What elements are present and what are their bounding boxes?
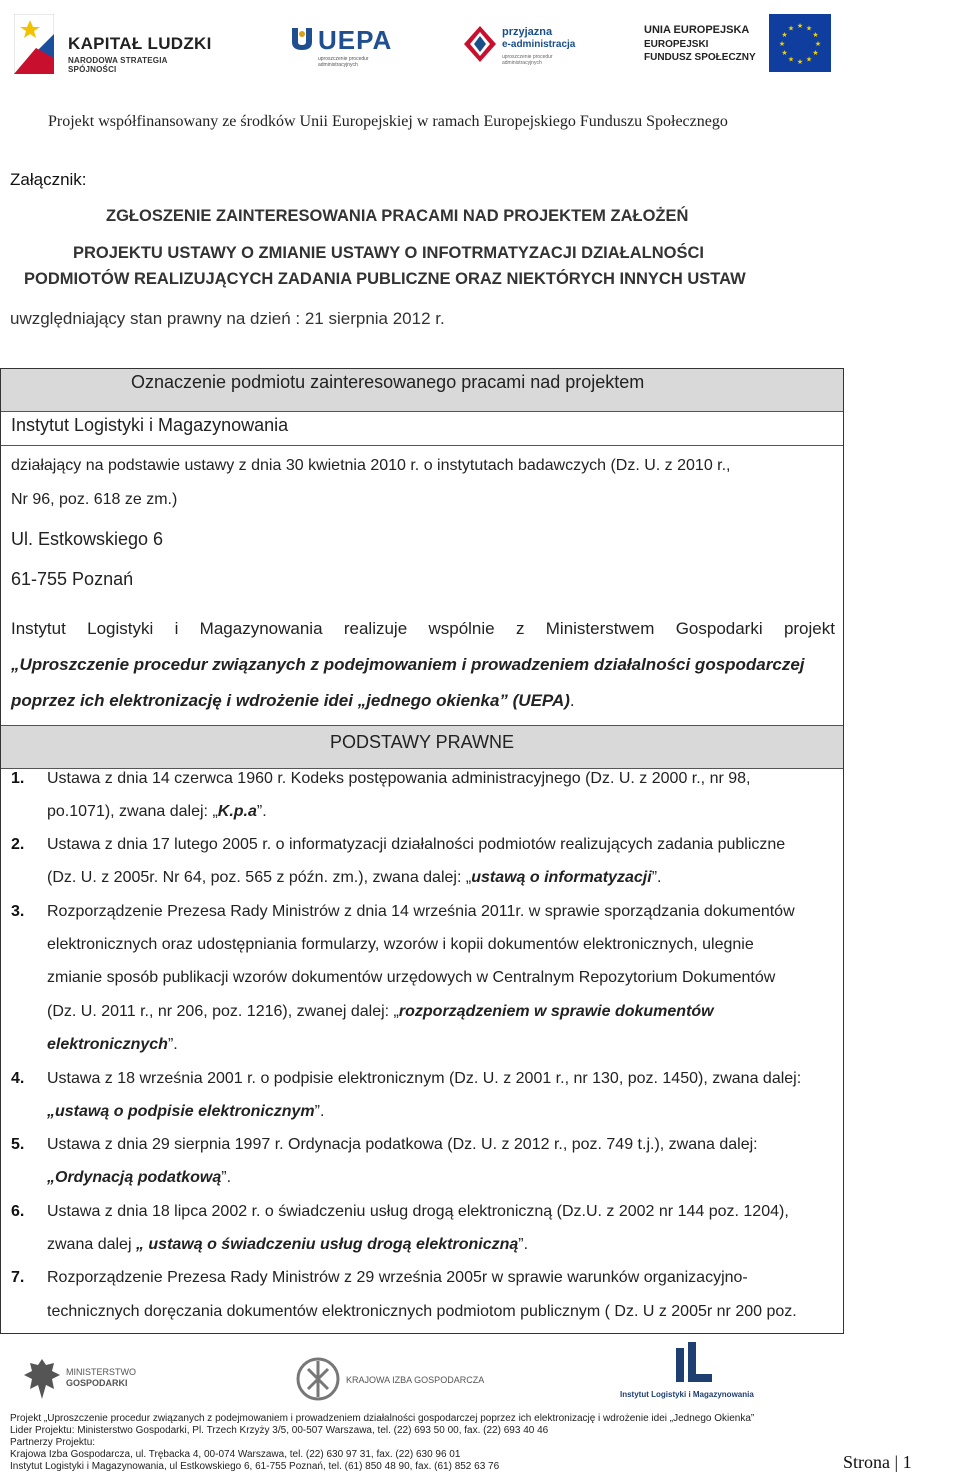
svg-text:★: ★: [781, 49, 788, 57]
item-2-line-2: [47, 869, 661, 887]
item-text: zwana dalej: [47, 1236, 136, 1253]
word: projekt: [783, 619, 835, 638]
institute-name: Instytut Logistyki i Magazynowania: [11, 415, 289, 435]
svg-text:★: ★: [812, 49, 819, 57]
item-text: ”.: [167, 1036, 178, 1053]
item-6-line-2: [47, 1236, 528, 1254]
word: Gospodarki: [675, 619, 763, 638]
project-title-end: .: [569, 691, 575, 710]
pe-line2: e-administracja: [502, 39, 576, 50]
item-defined-term: elektronicznych: [47, 1036, 168, 1053]
ministerstwo-line2: GOSPODARKI: [66, 1378, 128, 1388]
item-4-line-2: [47, 1103, 324, 1121]
divider: [1, 445, 843, 446]
submission-box: [0, 368, 844, 1334]
svg-text:★: ★: [778, 40, 786, 48]
pe-subtitle: uproszczenie procedur administracyjnych: [502, 54, 553, 66]
item-7-line-1: Rozporządzenie Prezesa Rady Ministrów z 29 września 2005r w sprawie warunków organizacyjno-: [47, 1269, 748, 1286]
item-3-line-5: [47, 1036, 178, 1054]
section-title-legal: PODSTAWY PRAWNE: [329, 732, 515, 752]
item-text: ”.: [256, 803, 267, 820]
footer-line-3: Partnerzy Projektu:: [10, 1437, 96, 1448]
item-number: 2.: [11, 836, 25, 853]
item-2-line-1: Ustawa z dnia 17 lutego 2005 r. o informatyzacji działalności podmiotów realizujących zadania publiczne: [47, 836, 786, 853]
word: Logistyki: [87, 619, 154, 638]
item-text: Ustawa z dnia 14 czerwca 1960 r. Kodeks postępowania administracyjnego (Dz. U. z 2000 r., nr 98,: [47, 770, 751, 787]
pe-line1: przyjazna: [502, 26, 553, 38]
item-number: 6.: [11, 1203, 25, 1220]
ilim-symbol-icon: [670, 1340, 720, 1386]
legal-basis-line-2: Nr 96, poz. 618 ze zm.): [11, 491, 178, 508]
unia-europejska-logo: [640, 14, 832, 74]
item-3-line-4: [47, 1003, 714, 1021]
footer-line-2: Lider Projektu: Ministerstwo Gospodarki, Pl. Trzech Krzyży 3/5, 00-507 Warszawa, tel. (22) 693 50 00, fax. (22) 693 40 46: [10, 1425, 549, 1436]
kig-logo: [296, 1355, 486, 1405]
page-number: Strona | 1: [843, 1452, 912, 1472]
eu-flag-icon: [769, 14, 831, 72]
item-text: (Dz. U. z 2005r. Nr 64, poz. 565 z późn. zm.), zwana dalej: „: [47, 869, 472, 886]
kapital-ludzki-title: KAPITAŁ LUDZKI: [68, 34, 212, 53]
svg-text:★: ★: [805, 55, 813, 64]
word: wspólnie: [428, 619, 495, 638]
ministerstwo-line1: MINISTERSTWO: [66, 1367, 136, 1377]
svg-text:★: ★: [812, 31, 819, 39]
footer-line-5: Instytut Logistyki i Magazynowania, ul Estkowskiego 6, 61-755 Poznań, tel. (61) 850 48 90, fax. (61) 852 63 76: [10, 1461, 500, 1472]
kapital-ludzki-flag-icon: [14, 14, 54, 74]
item-number: 4.: [11, 1070, 25, 1087]
word: Ministerstwem: [545, 619, 655, 638]
svg-text:★: ★: [805, 24, 813, 33]
legal-basis-line-1: działający na podstawie ustawy z dnia 30 kwietnia 2010 r. o instytutach badawczych (Dz. U. z 2010 r.,: [11, 457, 731, 474]
svg-text:★: ★: [787, 24, 795, 33]
heading-line-1: ZGŁOSZENIE ZAINTERESOWANIA PRACAMI NAD PROJEKTEM ZAŁOŻEŃ: [106, 207, 689, 225]
item-defined-term: K.p.a: [217, 803, 257, 820]
kapital-ludzki-subtitle: NARODOWA STRATEGIA SPÓJNOŚCI: [68, 56, 168, 74]
uepa-subtitle: uproszczenie procedur administracyjnych: [318, 56, 369, 68]
word: realizuje: [343, 619, 408, 638]
item-defined-term: rozporządzeniem w sprawie dokumentów: [398, 1003, 714, 1020]
item-text: ”.: [651, 869, 662, 886]
uepa-text: UEPA: [318, 25, 393, 55]
postal-address: 61-755 Poznań: [11, 569, 134, 589]
heading-line-2: PROJEKTU USTAWY O ZMIANIE USTAWY O INFOTRMATYZACJI DZIAŁALNOŚCI: [73, 244, 704, 262]
item-number: 1.: [11, 770, 25, 787]
item-number: 3.: [11, 903, 25, 920]
kig-symbol-icon: [296, 1355, 340, 1403]
item-5-line-2: [47, 1169, 231, 1187]
item-text: ”.: [518, 1236, 529, 1253]
svg-text:★: ★: [796, 22, 804, 30]
eagle-emblem-icon: [22, 1355, 62, 1403]
svg-text:★: ★: [796, 58, 804, 66]
ilim-text: Instytut Logistyki i Magazynowania: [620, 1390, 754, 1399]
item-text: (Dz. U. 2011 r., nr 206, poz. 1216), zwanej dalej: „: [47, 1003, 399, 1020]
item-3-line-1: Rozporządzenie Prezesa Rady Ministrów z dnia 14 września 2011r. w sprawie sporządzania dokumentów: [47, 903, 795, 920]
item-defined-term: „Ordynacją podatkową: [47, 1169, 222, 1186]
ministerstwo-gospodarki-logo: [22, 1355, 140, 1405]
footer-line-4: Krajowa Izba Gospodarcza, ul. Trębacka 4, 00-074 Warszawa, tel. (22) 630 97 31, fax. (22) 630 96 01: [10, 1449, 461, 1460]
project-title-text: poprzez ich elektronizację i wdrożenie idei „jednego okienka” (UEPA): [11, 691, 570, 710]
przyjazna-e-administracja-logo: [462, 22, 582, 70]
item-text: ”.: [221, 1169, 232, 1186]
item-defined-term: „ ustawą o świadczeniu usług drogą elektroniczną: [135, 1236, 519, 1253]
item-7-line-2: technicznych doręczania dokumentów elektronicznych podmiotom publicznym ( Dz. U z 2005r nr 200 poz.: [47, 1303, 797, 1320]
item-text: po.1071), zwana dalej: „: [47, 803, 218, 820]
project-title-line-2: [11, 691, 575, 711]
heading-line-3: PODMIOTÓW REALIZUJĄCYCH ZADANIA PUBLICZNE ORAZ NIEKTÓRYCH INNYCH USTAW: [24, 270, 746, 288]
section-header-legal: [1, 725, 843, 769]
legal-state-date: uwzględniający stan prawny na dzień : 21 sierpnia 2012 r.: [10, 309, 445, 328]
cofinancing-header: Projekt współfinansowany ze środków Unii Europejskiej w ramach Europejskiego Funduszu Społecznego: [48, 113, 728, 130]
word: Instytut: [11, 619, 66, 638]
item-number: 7.: [11, 1269, 25, 1286]
item-4-line-1: Ustawa z 18 września 2001 r. o podpisie elektronicznym (Dz. U. z 2001 r., nr 130, poz. 1450), zwana dalej:: [47, 1070, 802, 1087]
street-address: Ul. Estkowskiego 6: [11, 529, 164, 549]
item-defined-term: ustawą o informatyzacji: [471, 869, 652, 886]
item-text: ”.: [314, 1103, 325, 1120]
item-1-line-2: [47, 803, 267, 821]
item-3-line-3: zmianie sposób publikacji wzorów dokumentów urzędowych w Centralnym Repozytorium Dokumentów: [47, 969, 776, 986]
project-title-line-1: „Uproszczenie procedur związanych z podejmowaniem i prowadzeniem działalności gospodarczej: [11, 655, 805, 674]
svg-text:★: ★: [787, 55, 795, 64]
uepa-symbol-icon: [288, 24, 316, 54]
item-5-line-1: Ustawa z dnia 29 sierpnia 1997 r. Ordynacja podatkowa (Dz. U. z 2012 r., poz. 749 t.j.), zwana dalej:: [47, 1136, 758, 1153]
svg-text:★: ★: [781, 31, 788, 39]
section-header-entity: [1, 369, 843, 412]
word: Magazynowania: [199, 619, 323, 638]
ue-line1: UNIA EUROPEJSKA: [644, 24, 750, 36]
footer-line-1: Projekt „Uproszczenie procedur związanych z podejmowaniem i prowadzeniem działalności gospodarczej poprzez ich elektronizację i wdrożenie idei „Jednego Okienka”: [10, 1413, 755, 1424]
diamond-icon: [462, 24, 498, 64]
svg-text:★: ★: [814, 40, 822, 48]
attachment-label: Załącznik:: [10, 170, 87, 189]
word: i: [174, 619, 179, 638]
ue-line2: EUROPEJSKI: [644, 39, 709, 50]
project-intro-line: [11, 619, 835, 639]
word: z: [515, 619, 525, 638]
item-3-line-2: elektronicznych oraz udostępniania formularzy, wzorów i kopii dokumentów elektronicznych, ulegnie: [47, 936, 754, 953]
item-6-line-1: Ustawa z dnia 18 lipca 2002 r. o świadczeniu usług drogą elektroniczną (Dz.U. z 2002 nr 144 poz. 1204),: [47, 1203, 789, 1220]
ilim-logo: [620, 1340, 780, 1404]
kapital-ludzki-logo: [14, 12, 214, 76]
item-defined-term: „ustawą o podpisie elektronicznym: [47, 1103, 315, 1120]
ue-line3: FUNDUSZ SPOŁECZNY: [644, 52, 756, 63]
section-title-entity: Oznaczenie podmiotu zainteresowanego pracami nad projektem: [131, 372, 645, 392]
item-1-line-1: [47, 770, 835, 788]
item-number: 5.: [11, 1136, 25, 1153]
uepa-logo: [288, 20, 398, 70]
kig-text: KRAJOWA IZBA GOSPODARCZA: [346, 1375, 485, 1385]
